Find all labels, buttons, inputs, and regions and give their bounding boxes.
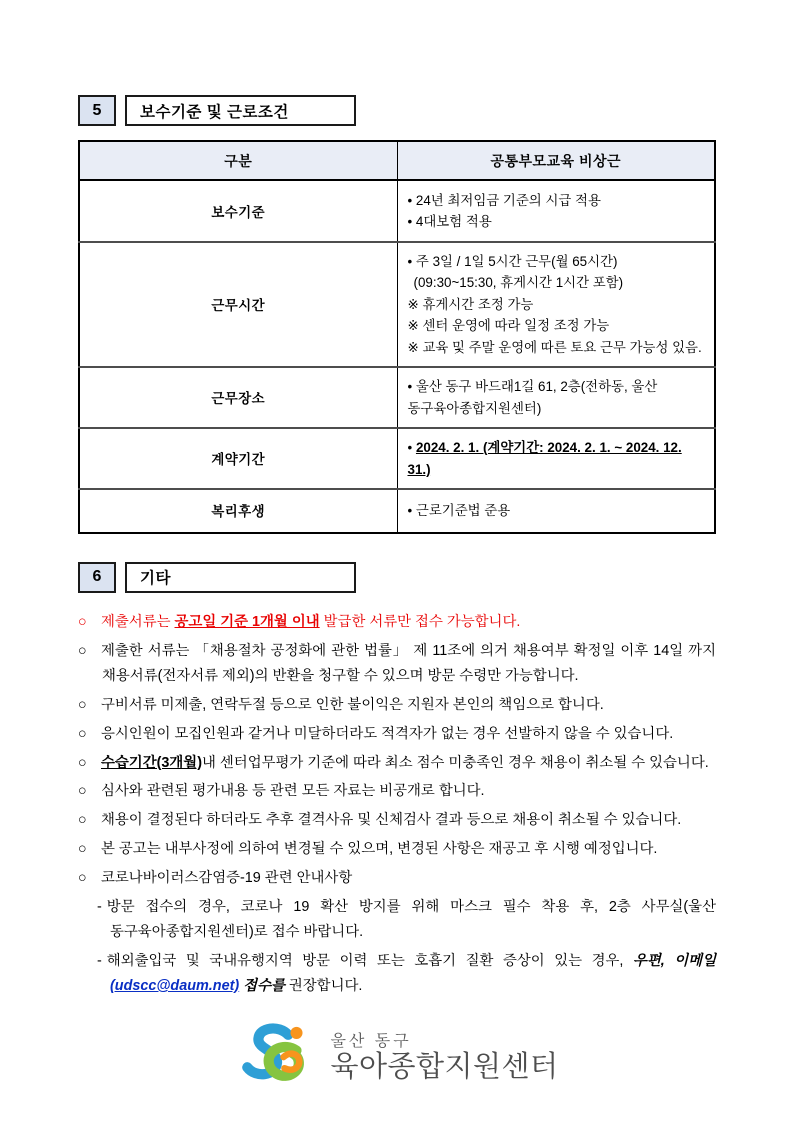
email-link[interactable]: (udscc@daum.net) <box>110 977 240 994</box>
note-text: 제출한 서류는 「채용절차 공정화에 관한 법률」 제 11조에 의거 채용여부 확정일 이후 14일 까지 채용서류(전자서류 제외)의 반환을 청구할 수 있으며 방문 수령만 가능합니다. <box>101 642 716 684</box>
dash-marker: - <box>97 899 102 916</box>
circle-marker: ○ <box>78 870 87 887</box>
note-text: 구비서류 미제출, 연락두절 등으로 인한 불이익은 지원자 본인의 책임으로 합니다. <box>101 696 604 713</box>
row-value <box>397 242 715 367</box>
row-value <box>397 180 715 242</box>
note-item <box>78 779 716 804</box>
note-sub-item <box>78 895 716 945</box>
table-header-value: 공통부모교육 비상근 <box>397 141 715 180</box>
row-label: 근무장소 <box>79 367 397 428</box>
circle-marker: ○ <box>78 642 87 659</box>
circle-marker: ○ <box>78 696 87 713</box>
value-line: ※ 교육 및 주말 운영에 따른 토요 근무 가능성 있음. <box>407 339 702 355</box>
logo-region: 울산 동구 <box>330 1032 412 1050</box>
note-item <box>78 610 716 635</box>
value-line: • 울산 동구 바드래1길 61, 2층(전하동, 울산 동구육아종합지원센터) <box>407 379 658 416</box>
value-line: • 24년 최저임금 기준의 시급 적용 <box>407 192 601 208</box>
section-5-title: 보수기준 및 근로조건 <box>125 95 356 126</box>
note-text: 본 공고는 내부사정에 의하여 변경될 수 있으며, 변경된 사항은 재공고 후 시행 예정입니다. <box>101 841 658 858</box>
value-line: • 4대보험 적용 <box>407 214 492 229</box>
logo-text <box>330 1033 558 1083</box>
note-item <box>78 722 716 747</box>
circle-marker: ○ <box>78 613 87 630</box>
value-line: ※ 휴게시간 조정 가능 <box>407 296 534 312</box>
contract-period-emphasis: 2024. 2. 1. (계약기간: 2024. 2. 1. ~ 2024. 12. 31.) <box>407 440 682 477</box>
table-header-category: 구분 <box>79 141 397 180</box>
circle-marker: ○ <box>78 783 87 800</box>
note-item <box>78 639 716 689</box>
table-header-row <box>79 141 715 180</box>
note-emphasis: 공고일 기준 1개월 이내 <box>174 613 320 630</box>
circle-marker: ○ <box>78 754 87 771</box>
note-emphasis: 수습기간(3개월) <box>101 754 202 771</box>
conditions-table <box>78 140 716 534</box>
note-text: 채용이 결정된다 하더라도 추후 결격사유 및 신체검사 결과 등으로 채용이 취소될 수 있습니다. <box>101 812 682 829</box>
bullet: • <box>407 440 413 456</box>
row-label: 복리후생 <box>79 489 397 533</box>
section-6-title: 기타 <box>125 562 356 593</box>
row-label: 계약기간 <box>79 428 397 489</box>
table-row-welfare <box>79 489 715 533</box>
table-row-working-hours <box>79 242 715 367</box>
note-item <box>78 693 716 718</box>
value-line: (09:30~15:30, 휴게시간 1시간 포함) <box>413 275 624 291</box>
note-item <box>78 837 716 862</box>
row-value <box>397 367 715 428</box>
circle-marker: ○ <box>78 725 87 742</box>
row-label: 근무시간 <box>79 242 397 367</box>
section-6-header <box>78 562 716 593</box>
section-5-number-badge: 5 <box>78 95 116 126</box>
note-text: 발급한 서류만 접수 가능합니다. <box>319 613 521 630</box>
center-logo <box>78 1019 716 1097</box>
note-sub-item <box>78 949 716 999</box>
note-item <box>78 751 716 776</box>
note-text: 응시인원이 모집인원과 같거나 미달하더라도 적격자가 없는 경우 선발하지 않을 수 있습니다. <box>101 725 674 742</box>
note-text: 내 센터업무평가 기준에 따라 최소 점수 미충족인 경우 채용이 취소될 수 있습니다. <box>202 754 709 771</box>
table-row-compensation <box>79 180 715 242</box>
note-text: 심사와 관련된 평가내용 등 관련 모든 자료는 비공개로 합니다. <box>101 783 485 800</box>
note-text: 제출서류는 <box>101 613 175 630</box>
logo-name: 육아종합지원센터 <box>330 1050 559 1083</box>
note-text: 해외출입국 및 국내유행지역 방문 이력 또는 호흡기 질환 증상이 있는 경우, <box>106 953 633 969</box>
section-6-number-badge: 6 <box>78 562 116 593</box>
value-line <box>408 437 709 480</box>
note-text: 코로나바이러스감염증-19 관련 안내사항 <box>101 870 353 887</box>
dash-marker: - <box>97 953 102 969</box>
row-label: 보수기준 <box>79 180 397 242</box>
note-item <box>78 808 716 833</box>
note-bold-italic: 접수를 <box>239 977 285 994</box>
value-line: • 주 3일 / 1일 5시간 근무(월 65시간) <box>407 254 618 269</box>
notes-list <box>78 610 716 999</box>
note-item <box>78 866 716 891</box>
note-text: 방문 접수의 경우, 코로나 19 확산 방지를 위해 마스크 필수 착용 후, 2층 사무실(울산 동구육아종합지원센터)로 접수 바랍니다. <box>106 899 716 941</box>
table-row-workplace <box>79 367 715 428</box>
circle-marker: ○ <box>78 812 87 829</box>
note-bold-italic: 우편, 이메일 <box>632 953 716 969</box>
row-value <box>397 489 715 533</box>
row-value <box>397 428 715 489</box>
value-line: ※ 센터 운영에 따라 일정 조정 가능 <box>407 318 610 334</box>
center-logo-icon <box>235 1019 319 1097</box>
circle-marker: ○ <box>78 841 87 858</box>
section-5-header <box>78 95 716 126</box>
note-text: 권장합니다. <box>284 977 363 994</box>
table-row-contract-period <box>79 428 715 489</box>
value-line: • 근로기준법 준용 <box>407 503 511 519</box>
